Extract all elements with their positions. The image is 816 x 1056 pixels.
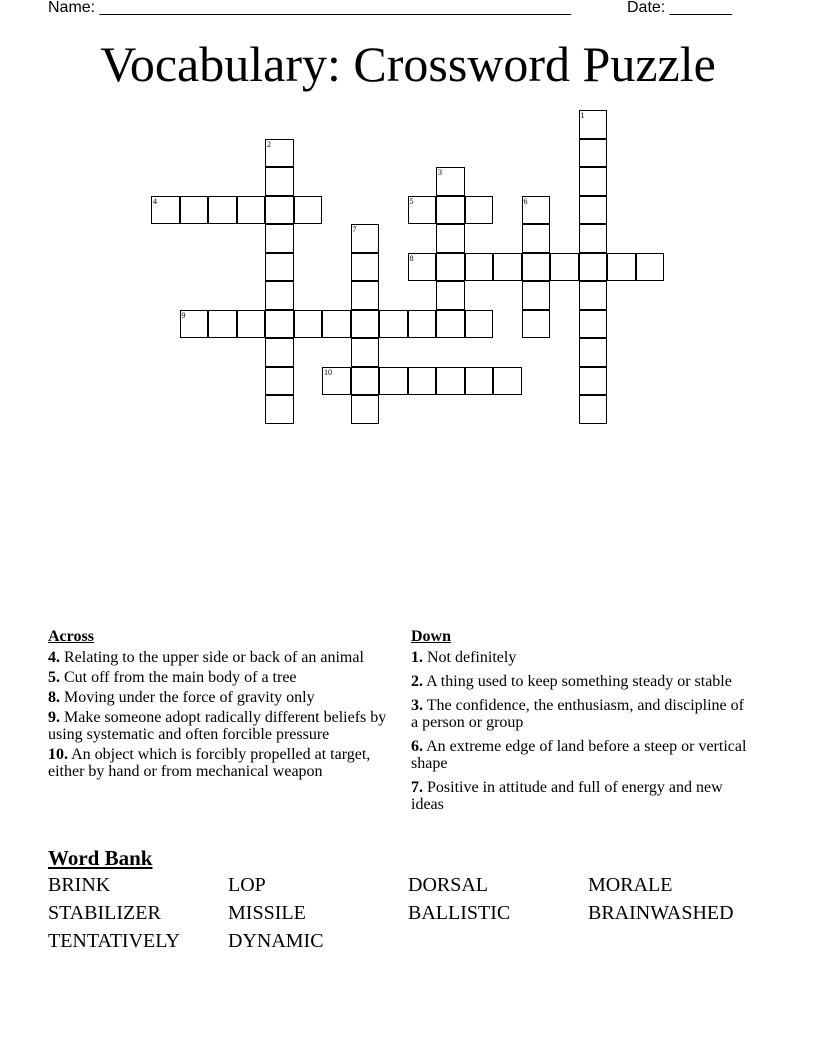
crossword-cell[interactable] xyxy=(522,281,551,310)
crossword-cell[interactable] xyxy=(408,253,437,282)
crossword-cell[interactable] xyxy=(294,196,323,225)
word-bank-item: MISSILE xyxy=(228,902,306,924)
crossword-cell[interactable] xyxy=(579,139,608,168)
cell-number: 2 xyxy=(267,139,271,149)
crossword-cell[interactable] xyxy=(550,253,579,282)
across-clue-8 xyxy=(48,689,408,706)
word-bank-item: TENTATIVELY xyxy=(48,930,180,952)
crossword-cell[interactable] xyxy=(436,253,465,282)
down-clue-2 xyxy=(411,673,751,690)
clue-text: Cut off from the main body of a tree xyxy=(64,669,297,686)
crossword-cell[interactable] xyxy=(351,224,380,253)
crossword-cell[interactable] xyxy=(465,310,494,339)
crossword-cell[interactable] xyxy=(351,253,380,282)
crossword-cell[interactable] xyxy=(265,196,294,225)
clue-text: Moving under the force of gravity only xyxy=(64,689,315,706)
crossword-cell[interactable] xyxy=(265,395,294,424)
clue-number: 5. xyxy=(48,669,60,686)
clue-text: Not definitely xyxy=(427,649,517,666)
crossword-cell[interactable] xyxy=(522,224,551,253)
crossword-cell[interactable] xyxy=(522,196,551,225)
crossword-cell[interactable] xyxy=(237,196,266,225)
crossword-cell[interactable] xyxy=(351,338,380,367)
crossword-cell[interactable] xyxy=(379,367,408,396)
clue-text: An object which is forcibly propelled at target, either by hand or from mechanical weapon xyxy=(48,746,371,780)
crossword-cell[interactable] xyxy=(265,139,294,168)
clue-text: Relating to the upper side or back of an animal xyxy=(64,649,364,666)
word-bank-item: LOP xyxy=(228,874,266,896)
across-clue-10 xyxy=(48,746,408,780)
crossword-cell[interactable] xyxy=(265,224,294,253)
crossword-cell[interactable] xyxy=(265,367,294,396)
crossword-cell[interactable] xyxy=(408,367,437,396)
word-bank xyxy=(48,874,788,952)
down-clue-6 xyxy=(411,738,751,772)
across-heading: Across xyxy=(48,628,94,645)
down-clues xyxy=(411,628,751,820)
crossword-cell[interactable] xyxy=(465,367,494,396)
clue-text: The confidence, the enthusiasm, and discipline of a person or group xyxy=(411,697,744,731)
crossword-cell[interactable] xyxy=(151,196,180,225)
crossword-cell[interactable] xyxy=(579,110,608,139)
clue-text: Positive in attitude and full of energy and new ideas xyxy=(411,779,723,813)
crossword-cell[interactable] xyxy=(322,310,351,339)
word-bank-item: BALLISTIC xyxy=(408,902,511,924)
crossword-cell[interactable] xyxy=(180,196,209,225)
crossword-cell[interactable] xyxy=(465,253,494,282)
name-field-line: Name: _____________________________________________________ xyxy=(48,0,572,16)
crossword-cell[interactable] xyxy=(351,310,380,339)
crossword-cell[interactable] xyxy=(579,196,608,225)
down-clue-1 xyxy=(411,649,751,666)
cell-number: 7 xyxy=(352,225,357,234)
crossword-cell[interactable] xyxy=(493,253,522,282)
cell-number: 5 xyxy=(409,196,414,206)
crossword-cell[interactable] xyxy=(351,367,380,396)
crossword-cell[interactable] xyxy=(579,338,608,367)
crossword-cell[interactable] xyxy=(208,310,237,339)
down-clue-3 xyxy=(411,697,751,731)
crossword-cell[interactable] xyxy=(436,167,465,196)
crossword-cell[interactable] xyxy=(265,253,294,282)
crossword-cell[interactable] xyxy=(322,367,351,396)
clue-number: 1. xyxy=(411,649,423,666)
clue-text: Make someone adopt radically different beliefs by using systematic and often forcible pressure xyxy=(48,709,387,743)
across-clue-5 xyxy=(48,669,408,686)
clue-number: 8. xyxy=(48,689,60,706)
crossword-cell[interactable] xyxy=(493,367,522,396)
page-title: Vocabulary: Crossword Puzzle xyxy=(100,36,716,92)
crossword-cell[interactable] xyxy=(265,167,294,196)
clue-text: An extreme edge of land before a steep or vertical shape xyxy=(411,738,747,772)
crossword-cell[interactable] xyxy=(522,310,551,339)
clue-number: 2. xyxy=(411,673,423,690)
down-heading: Down xyxy=(411,628,452,645)
clue-number: 7. xyxy=(411,779,423,796)
clue-text: A thing used to keep something steady or stable xyxy=(426,673,732,690)
cell-number: 4 xyxy=(153,196,157,206)
cell-number: 10 xyxy=(324,367,332,377)
across-clue-9 xyxy=(48,709,408,743)
down-clue-7 xyxy=(411,779,751,813)
clue-number: 3. xyxy=(411,697,423,714)
crossword-cell[interactable] xyxy=(237,310,266,339)
clue-number: 10. xyxy=(48,746,68,763)
clue-number: 6. xyxy=(411,738,423,755)
crossword-cell[interactable] xyxy=(265,310,294,339)
word-bank-item: STABILIZER xyxy=(48,902,161,924)
crossword-cell[interactable] xyxy=(180,310,209,339)
crossword-cell[interactable] xyxy=(436,367,465,396)
cell-number: 6 xyxy=(523,196,528,206)
crossword-cell[interactable] xyxy=(436,281,465,310)
cell-number: 3 xyxy=(438,168,442,177)
crossword-cell[interactable] xyxy=(436,196,465,225)
crossword-cell[interactable] xyxy=(265,338,294,367)
crossword-cell[interactable] xyxy=(522,253,551,282)
date-field-line: Date: _______ xyxy=(627,0,732,16)
crossword-cell[interactable] xyxy=(579,395,608,424)
crossword-cell[interactable] xyxy=(408,310,437,339)
word-bank-item: BRAINWASHED xyxy=(588,902,734,924)
crossword-cell[interactable] xyxy=(607,253,636,282)
word-bank-item: DYNAMIC xyxy=(228,930,324,952)
cell-number: 1 xyxy=(580,111,585,120)
crossword-cell[interactable] xyxy=(208,196,237,225)
crossword-cell[interactable] xyxy=(579,310,608,339)
crossword-cell[interactable] xyxy=(579,167,608,196)
crossword-cell[interactable] xyxy=(408,196,437,225)
crossword-cell[interactable] xyxy=(294,310,323,339)
crossword-cell[interactable] xyxy=(579,367,608,396)
crossword-cell[interactable] xyxy=(636,253,665,282)
crossword-cell[interactable] xyxy=(265,281,294,310)
word-bank-item: MORALE xyxy=(588,874,673,896)
word-bank-item: DORSAL xyxy=(408,874,489,896)
crossword-cell[interactable] xyxy=(465,196,494,225)
crossword-cell[interactable] xyxy=(579,224,608,253)
crossword-cell[interactable] xyxy=(579,281,608,310)
clue-number: 4. xyxy=(48,649,60,666)
crossword-cell[interactable] xyxy=(351,395,380,424)
word-bank-item: BRINK xyxy=(48,874,111,896)
word-bank-title: Word Bank xyxy=(48,846,153,870)
crossword-cell[interactable] xyxy=(579,253,608,282)
cell-number: 9 xyxy=(181,310,186,320)
crossword-cell[interactable] xyxy=(351,281,380,310)
across-clue-4 xyxy=(48,649,408,666)
crossword-cell[interactable] xyxy=(436,224,465,253)
clue-number: 9. xyxy=(48,709,60,726)
crossword-cell[interactable] xyxy=(379,310,408,339)
cell-number: 8 xyxy=(409,253,414,263)
crossword-cell[interactable] xyxy=(436,310,465,339)
across-clues xyxy=(48,628,408,783)
crossword-grid xyxy=(0,0,816,440)
